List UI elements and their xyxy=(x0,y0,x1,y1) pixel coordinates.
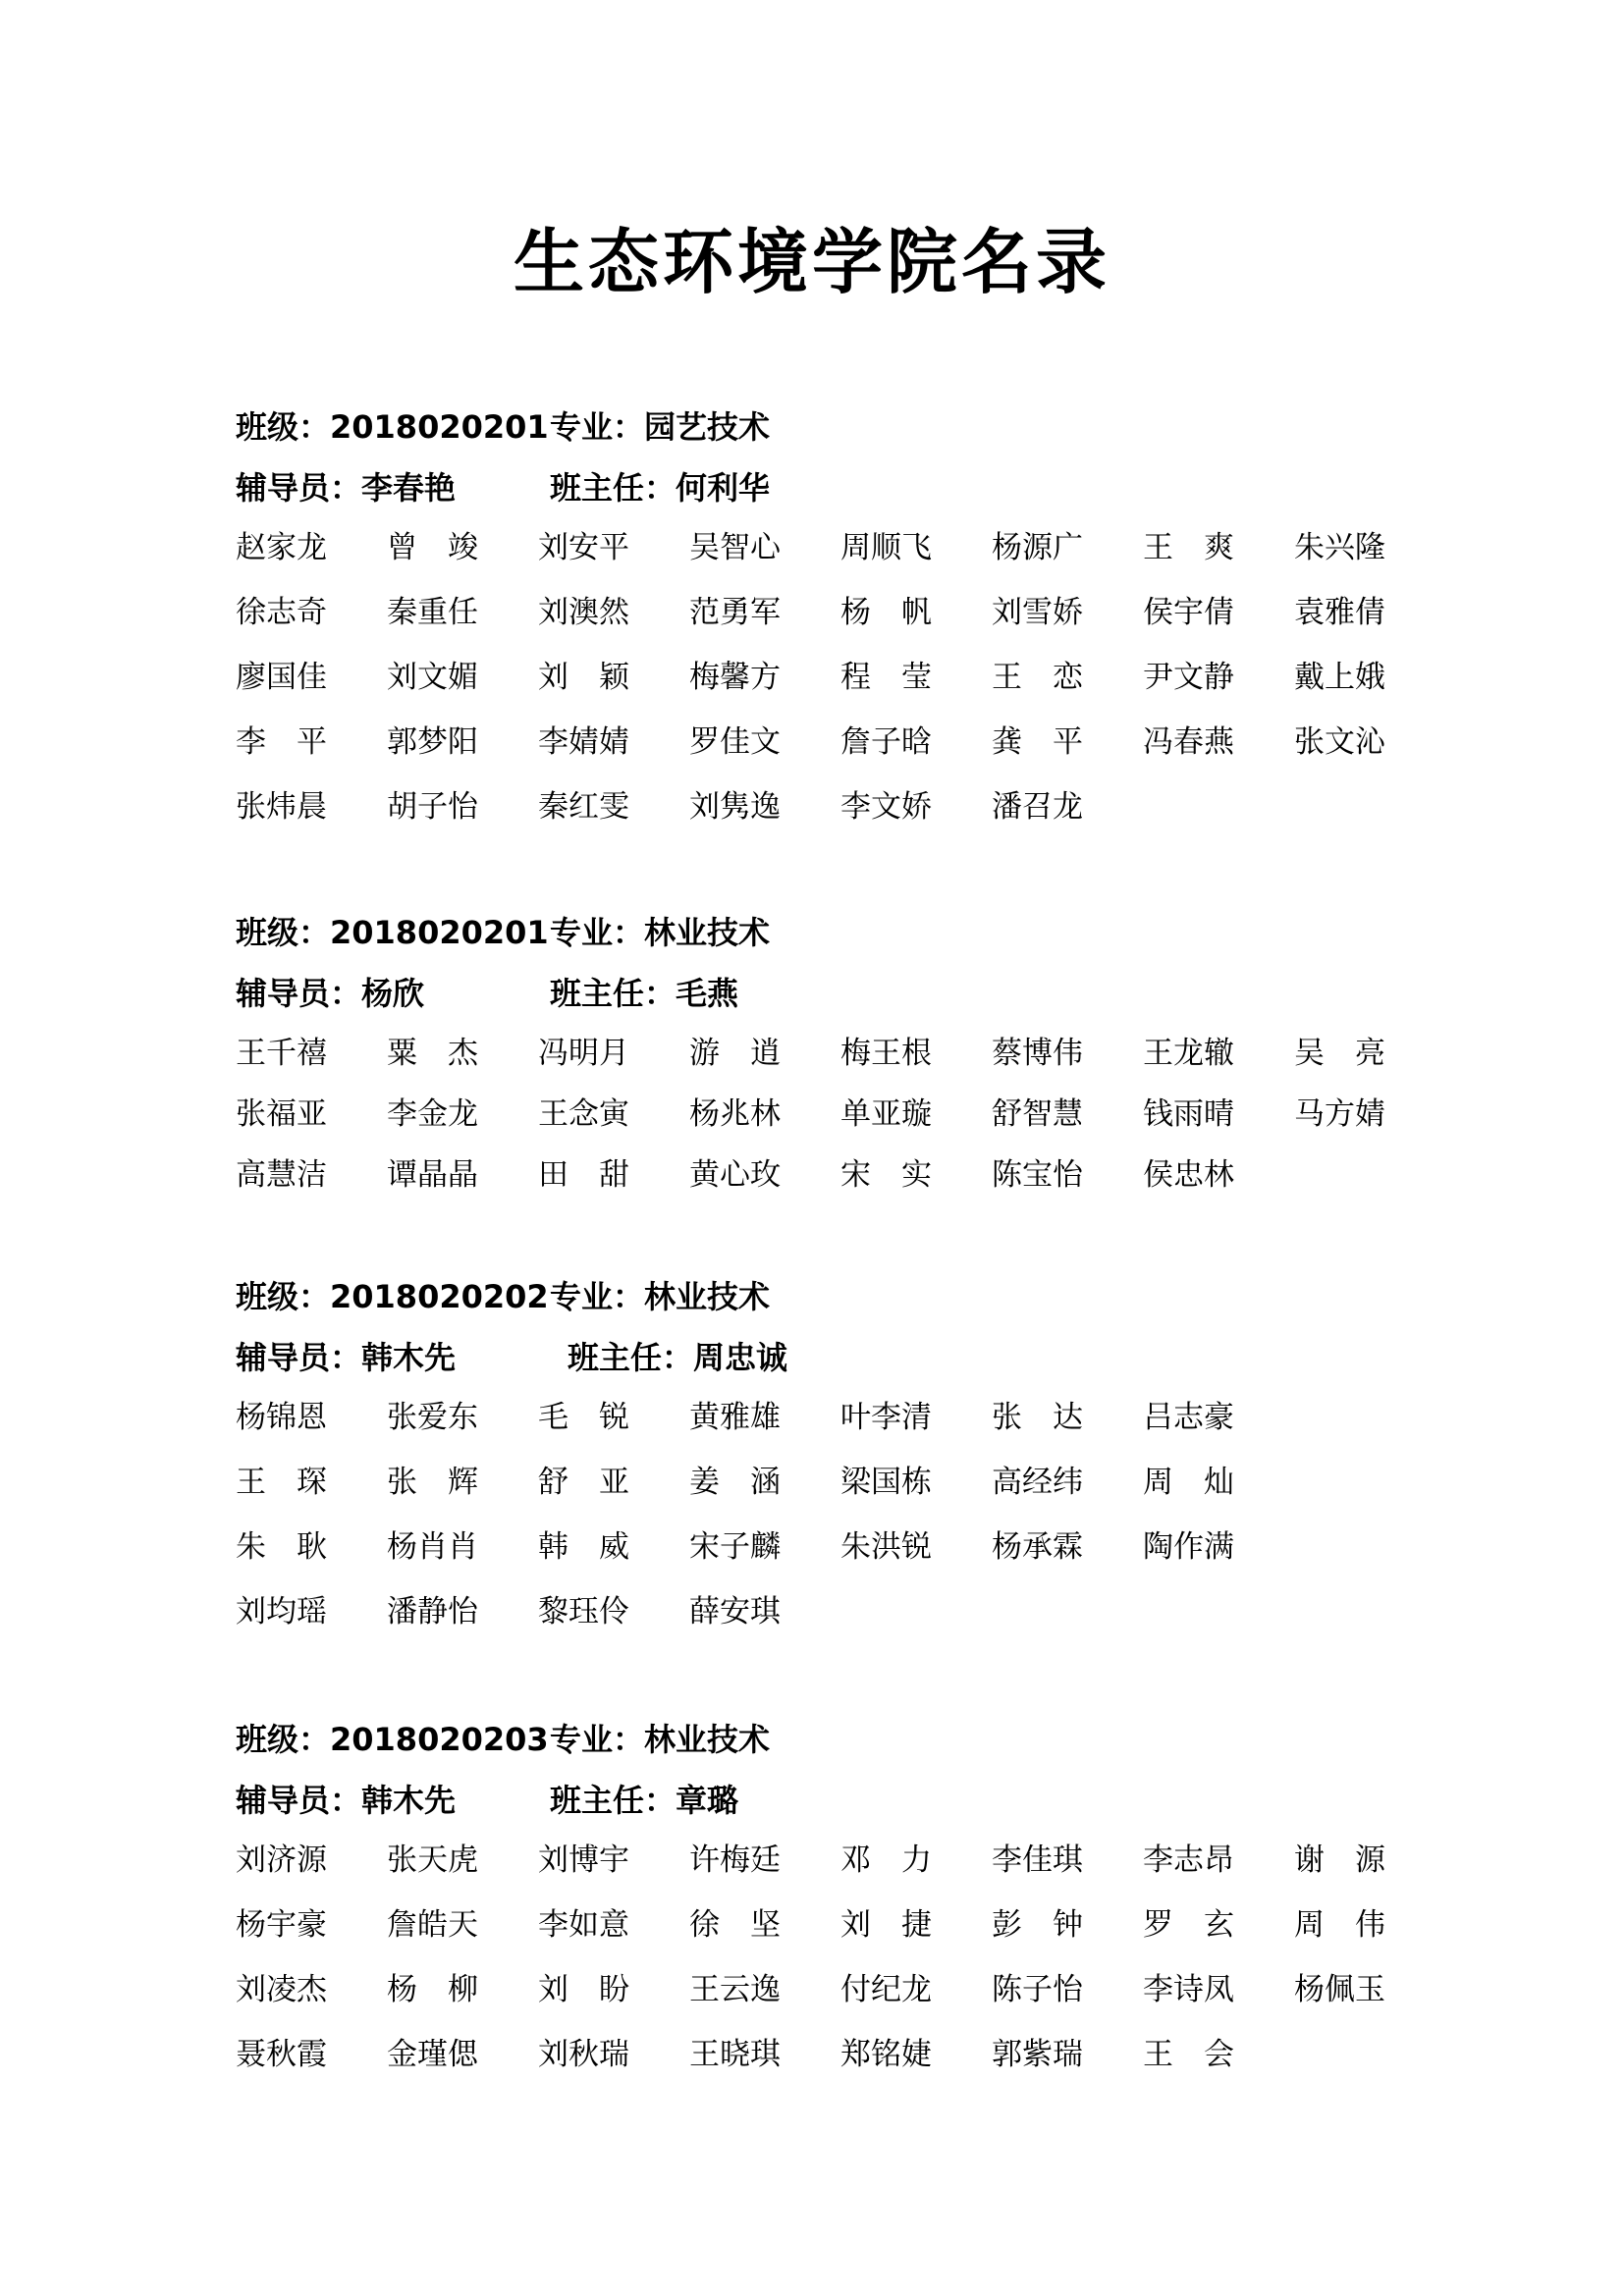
student-name: 梅馨方 xyxy=(689,660,781,695)
student-name: 张文沁 xyxy=(1294,724,1385,760)
student-name: 王 爽 xyxy=(1143,530,1234,565)
student-name: 高经纬 xyxy=(992,1465,1083,1500)
student-name: 马方婧 xyxy=(1294,1096,1385,1132)
student-name: 高慧洁 xyxy=(236,1157,327,1193)
section-header-row xyxy=(236,1274,1453,1319)
student-name: 李佳琪 xyxy=(992,1842,1083,1878)
student-name: 周顺飞 xyxy=(840,530,932,565)
counselor-label: 辅导员：杨欣 xyxy=(236,975,425,1012)
student-name: 杨承霖 xyxy=(992,1529,1083,1565)
student-list xyxy=(236,1839,1453,2076)
student-name: 毛 锐 xyxy=(538,1400,629,1435)
student-name: 王 琛 xyxy=(236,1465,327,1500)
student-name: 张炜晨 xyxy=(236,789,327,825)
student-name: 宋 实 xyxy=(840,1157,932,1193)
student-name: 吴 亮 xyxy=(1294,1036,1385,1071)
student-list xyxy=(236,526,1453,828)
student-name: 舒 亚 xyxy=(538,1465,629,1500)
section-staff-row xyxy=(236,1335,1453,1380)
class-section-4 xyxy=(236,1717,1453,2076)
student-name: 龚 平 xyxy=(992,724,1083,760)
student-name: 韩 威 xyxy=(538,1529,629,1565)
student-name: 姜 涵 xyxy=(689,1465,781,1500)
page-title: 生态环境学院名录 xyxy=(513,221,1110,303)
student-name: 李 平 xyxy=(236,724,327,760)
student-name: 刘安平 xyxy=(538,530,629,565)
student-name: 范勇军 xyxy=(689,595,781,630)
student-name: 冯明月 xyxy=(538,1036,629,1071)
student-name: 刘济源 xyxy=(236,1842,327,1878)
student-name: 游 逍 xyxy=(689,1036,781,1071)
student-name: 张爱东 xyxy=(387,1400,478,1435)
student-name: 赵家龙 xyxy=(236,530,327,565)
section-staff-row xyxy=(236,1778,1453,1823)
student-name: 杨兆林 xyxy=(689,1096,781,1132)
student-name: 叶李清 xyxy=(840,1400,932,1435)
student-name: 郭紫瑞 xyxy=(992,2037,1083,2072)
student-name: 朱 耿 xyxy=(236,1529,327,1565)
student-name: 杨肖肖 xyxy=(387,1529,478,1565)
student-name: 徐志奇 xyxy=(236,595,327,630)
student-name: 王 恋 xyxy=(992,660,1083,695)
student-name: 王千禧 xyxy=(236,1036,327,1071)
student-name: 刘隽逸 xyxy=(689,789,781,825)
head-teacher-label: 班主任：毛燕 xyxy=(550,975,739,1012)
student-name: 杨源广 xyxy=(992,530,1083,565)
student-name: 李文娇 xyxy=(840,789,932,825)
student-name: 刘 颖 xyxy=(538,660,629,695)
student-name: 曾 竣 xyxy=(387,530,478,565)
student-name: 刘雪娇 xyxy=(992,595,1083,630)
class-section-1 xyxy=(236,404,1453,828)
student-name: 罗佳文 xyxy=(689,724,781,760)
student-name: 杨宇豪 xyxy=(236,1907,327,1943)
student-name: 罗 玄 xyxy=(1143,1907,1234,1943)
student-name: 郑铭婕 xyxy=(840,2037,932,2072)
student-name: 杨佩玉 xyxy=(1294,1972,1385,2007)
student-name: 刘均瑶 xyxy=(236,1594,327,1629)
class-label: 班级：2018020203 xyxy=(236,1721,549,1758)
student-name: 钱雨晴 xyxy=(1143,1096,1234,1132)
class-label: 班级：2018020202 xyxy=(236,1278,549,1315)
student-name: 刘文媚 xyxy=(387,660,478,695)
student-name: 李诗凤 xyxy=(1143,1972,1234,2007)
student-name: 侯宇倩 xyxy=(1143,595,1234,630)
section-header-row xyxy=(236,910,1453,955)
student-name: 聂秋霞 xyxy=(236,2037,327,2072)
section-header-row xyxy=(236,1717,1453,1762)
student-name: 黎珏伶 xyxy=(538,1594,629,1629)
class-section-2 xyxy=(236,910,1453,1197)
student-name xyxy=(1294,1396,1445,1439)
student-name: 朱兴隆 xyxy=(1294,530,1385,565)
student-name: 刘博宇 xyxy=(538,1842,629,1878)
student-name: 刘凌杰 xyxy=(236,1972,327,2007)
student-name: 李金龙 xyxy=(387,1096,478,1132)
student-name: 张 达 xyxy=(992,1400,1083,1435)
student-name: 袁雅倩 xyxy=(1294,595,1385,630)
student-name: 陶作满 xyxy=(1143,1529,1234,1565)
major-label: 专业：林业技术 xyxy=(550,914,771,951)
student-name: 张天虎 xyxy=(387,1842,478,1878)
major-label: 专业：园艺技术 xyxy=(550,408,771,446)
section-header-row xyxy=(236,404,1453,450)
student-name: 宋子麟 xyxy=(689,1529,781,1565)
student-name: 胡子怡 xyxy=(387,789,478,825)
section-staff-row xyxy=(236,465,1453,510)
student-name: 秦重任 xyxy=(387,595,478,630)
student-name: 田 甜 xyxy=(538,1157,629,1193)
student-name: 黄心玫 xyxy=(689,1157,781,1193)
student-name: 梅王根 xyxy=(840,1036,932,1071)
student-name: 刘秋瑞 xyxy=(538,2037,629,2072)
student-name: 吴智心 xyxy=(689,530,781,565)
class-section-3 xyxy=(236,1274,1453,1633)
student-name: 秦红雯 xyxy=(538,789,629,825)
class-label: 班级：2018020201 xyxy=(236,914,549,951)
student-name: 邓 力 xyxy=(840,1842,932,1878)
student-name: 郭梦阳 xyxy=(387,724,478,760)
head-teacher-label: 班主任：周忠诚 xyxy=(568,1339,788,1376)
student-name: 付纪龙 xyxy=(840,1972,932,2007)
student-name: 刘澳然 xyxy=(538,595,629,630)
student-name: 许梅廷 xyxy=(689,1842,781,1878)
student-name: 李志昂 xyxy=(1143,1842,1234,1878)
student-name: 尹文静 xyxy=(1143,660,1234,695)
student-name xyxy=(1294,1525,1445,1569)
student-name: 李如意 xyxy=(538,1907,629,1943)
counselor-label: 辅导员：韩木先 xyxy=(236,1339,457,1376)
student-name: 王晓琪 xyxy=(689,2037,781,2072)
section-staff-row xyxy=(236,971,1453,1016)
student-name: 陈宝怡 xyxy=(992,1157,1083,1193)
student-name: 杨 帆 xyxy=(840,595,932,630)
student-name: 王念寅 xyxy=(538,1096,629,1132)
student-name: 陈子怡 xyxy=(992,1972,1083,2007)
student-name: 冯春燕 xyxy=(1143,724,1234,760)
major-label: 专业：林业技术 xyxy=(550,1721,771,1758)
student-name: 詹皓天 xyxy=(387,1907,478,1943)
student-name: 侯忠林 xyxy=(1143,1157,1234,1193)
student-name: 刘 捷 xyxy=(840,1907,932,1943)
student-name xyxy=(1294,1461,1445,1504)
student-name: 朱洪锐 xyxy=(840,1529,932,1565)
student-name: 张 辉 xyxy=(387,1465,478,1500)
student-name: 谢 源 xyxy=(1294,1842,1385,1878)
student-name: 杨 柳 xyxy=(387,1972,478,2007)
student-name: 詹子晗 xyxy=(840,724,932,760)
student-name: 杨锦恩 xyxy=(236,1400,327,1435)
head-teacher-label: 班主任：章璐 xyxy=(550,1782,739,1819)
student-name: 李婧婧 xyxy=(538,724,629,760)
counselor-label: 辅导员：韩木先 xyxy=(236,1782,457,1819)
student-name: 单亚璇 xyxy=(840,1096,932,1132)
student-name: 吕志豪 xyxy=(1143,1400,1234,1435)
major-label: 专业：林业技术 xyxy=(550,1278,771,1315)
student-name: 黄雅雄 xyxy=(689,1400,781,1435)
student-name: 潘召龙 xyxy=(992,789,1083,825)
counselor-label: 辅导员：李春艳 xyxy=(236,469,457,507)
student-name: 金瑾偲 xyxy=(387,2037,478,2072)
student-name: 周 灿 xyxy=(1143,1465,1234,1500)
student-list xyxy=(236,1032,1453,1197)
head-teacher-label: 班主任：何利华 xyxy=(550,469,771,507)
student-name: 蔡博伟 xyxy=(992,1036,1083,1071)
class-label: 班级：2018020201 xyxy=(236,408,549,446)
student-name: 周 伟 xyxy=(1294,1907,1385,1943)
student-name: 谭晶晶 xyxy=(387,1157,478,1193)
student-name: 徐 坚 xyxy=(689,1907,781,1943)
student-name: 王 会 xyxy=(1143,2037,1234,2072)
student-name: 王龙辙 xyxy=(1143,1036,1234,1071)
student-name: 潘静怡 xyxy=(387,1594,478,1629)
student-list xyxy=(236,1396,1453,1633)
student-name: 戴上娥 xyxy=(1294,660,1385,695)
student-name: 王云逸 xyxy=(689,1972,781,2007)
student-name: 刘 盼 xyxy=(538,1972,629,2007)
student-name: 薛安琪 xyxy=(689,1594,781,1629)
student-name: 程 莹 xyxy=(840,660,932,695)
student-name: 舒智慧 xyxy=(992,1096,1083,1132)
student-name: 彭 钟 xyxy=(992,1907,1083,1943)
student-name: 梁国栋 xyxy=(840,1465,932,1500)
student-name: 廖国佳 xyxy=(236,660,327,695)
student-name: 粟 杰 xyxy=(387,1036,478,1071)
student-name: 张福亚 xyxy=(236,1096,327,1132)
